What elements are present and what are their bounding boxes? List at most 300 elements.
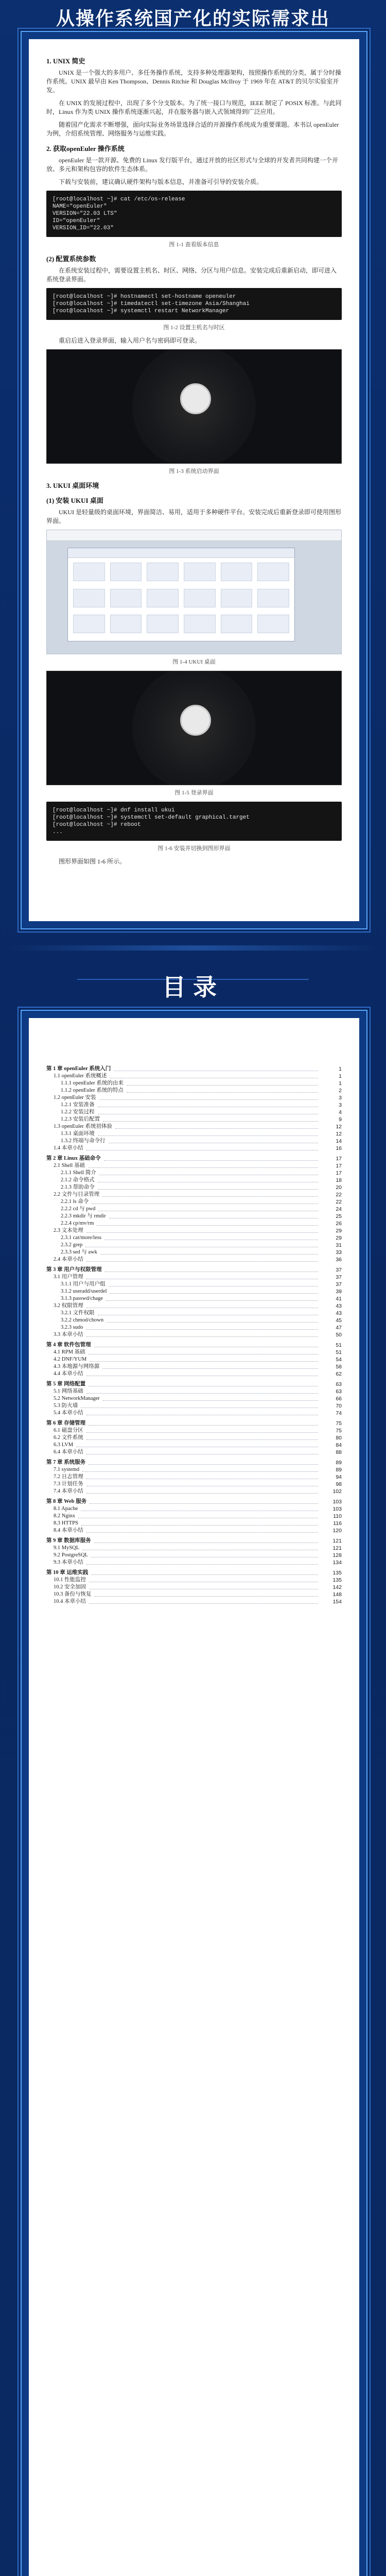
toc-entry — [46, 1109, 342, 1116]
toc-entry-title: 8.4 本章小结 — [54, 1528, 83, 1533]
toc-entry-title: 2.3.3 sed 与 awk — [61, 1249, 97, 1255]
toc-entry-title: 第 8 章 Web 服务 — [46, 1499, 87, 1504]
toc-entry — [46, 1123, 342, 1130]
toc-entry — [46, 1427, 342, 1434]
toc-title: 目录 — [162, 974, 224, 1001]
toc-entry-title: 3.2.3 sudo — [61, 1325, 83, 1330]
toc-entry — [46, 1498, 342, 1505]
boot-screen-image — [46, 671, 342, 785]
toc-page-number: 89 — [336, 1460, 342, 1466]
paragraph: UNIX 是一个强大的多用户、多任务操作系统，支持多种处理器架构，按照操作系统的分类，属于分时操作系统。UNIX 最早由 Ken Thompson、Dennis Ritchie 和 Douglas McIlroy 于 1969 年在 AT&T 的贝尔实验室开发。 — [46, 69, 341, 94]
terminal-line: ... — [52, 829, 63, 835]
toc-entry — [46, 1527, 342, 1534]
toc-entry-title: 第 4 章 软件包管理 — [46, 1342, 91, 1348]
paragraph: UKUI 是轻量级的桌面环境，界面简洁、易用，适用于多种硬件平台。安装完成后重新登录即可使用图形界面。 — [46, 509, 341, 524]
toc-entry-title: 第 1 章 openEuler 系统入门 — [46, 1066, 111, 1072]
toc-entry — [46, 1520, 342, 1527]
toc-entry — [46, 1434, 342, 1442]
toc-entry-title: 6.2 文件系统 — [54, 1435, 83, 1440]
toc-entry-title: 1.3 openEuler 系统初体验 — [54, 1124, 113, 1129]
toc-entry — [46, 1073, 342, 1080]
toc-page-number: 29 — [336, 1235, 342, 1241]
toc-page-number: 2 — [339, 1088, 342, 1094]
toc-dot-leader — [86, 1493, 318, 1494]
toc-page-number: 135 — [332, 1577, 342, 1583]
toc-entry-title: 9.2 PostgreSQL — [54, 1552, 89, 1558]
app-tile — [73, 563, 105, 581]
toc-entry-title: 2.3.1 cat/more/less — [61, 1235, 102, 1241]
toc-dot-leader — [97, 1225, 318, 1226]
toc-entry — [46, 1302, 342, 1310]
toc-page-number: 135 — [332, 1570, 342, 1576]
toc-entry — [46, 1234, 342, 1242]
figure-caption: 图 1-5 登录界面 — [174, 790, 214, 796]
toc-entry-title: 3.1.2 useradd/userdel — [61, 1289, 107, 1294]
toc-page-number: 26 — [336, 1221, 342, 1227]
toc-page-number: 89 — [336, 1467, 342, 1473]
toc-page-number: 94 — [336, 1474, 342, 1480]
terminal-line: VERSION_ID="22.03" — [52, 225, 114, 231]
app-tile — [110, 563, 142, 581]
toc-entry-title: 2.3.2 grep — [61, 1242, 83, 1248]
app-tile — [221, 563, 253, 581]
section-heading: 1. UNIX 简史 — [46, 57, 85, 65]
app-tile — [73, 615, 105, 633]
toc-dot-leader — [82, 1471, 318, 1472]
toc-dot-leader — [102, 1196, 318, 1197]
toc-entry-title: 7.2 日志管理 — [54, 1474, 83, 1480]
toc-entry-title: 5.1 网络基础 — [54, 1388, 83, 1394]
toc-entry-title: 8.3 HTTPS — [54, 1520, 78, 1526]
figure-caption: 图 1-6 安装并切换到图形界面 — [157, 845, 231, 852]
paragraph: 图形界面如图 1-6 所示。 — [59, 858, 126, 865]
toc-entry-title: 3.1.3 passwd/chage — [61, 1296, 103, 1301]
toc-dot-leader — [86, 1393, 318, 1394]
toc-page-number: 33 — [336, 1249, 342, 1256]
toc-entry-title: 1.1.1 openEuler 系统的由来 — [61, 1080, 124, 1086]
toc-entry-title: 4.2 DNF/YUM — [54, 1357, 87, 1362]
toc-entry-title: 3.2 权限管理 — [54, 1303, 83, 1309]
toc-entry — [46, 1155, 342, 1162]
toc-entry — [46, 1324, 342, 1331]
toc-entry-title: 4.3 本地源与网络源 — [54, 1364, 100, 1369]
toc-entry — [46, 1138, 342, 1145]
toc-dot-leader — [86, 1564, 318, 1565]
toc-dot-leader — [88, 1167, 318, 1168]
toc-entry — [46, 1220, 342, 1227]
app-tile — [257, 589, 289, 607]
app-tile — [110, 589, 142, 607]
app-tile — [257, 563, 289, 581]
toc-page-number: 134 — [332, 1560, 342, 1566]
toc-dot-leader — [90, 1361, 318, 1362]
toc-entry — [46, 1466, 342, 1473]
toc-entry — [46, 1213, 342, 1220]
toc-page-number: 22 — [336, 1199, 342, 1205]
toc-entry — [46, 1094, 342, 1101]
toc-page-number: 41 — [336, 1296, 342, 1302]
toc-entry — [46, 1449, 342, 1456]
toc-entry-title: 1.1 openEuler 系统概述 — [54, 1073, 107, 1079]
toc-card — [29, 1018, 359, 2576]
toc-page-number: 29 — [336, 1228, 342, 1234]
terminal-line: [root@localhost ~]# systemctl set-default graphical.target — [52, 815, 250, 821]
toc-entry-title: 5.4 本章小结 — [54, 1410, 83, 1416]
toc-entry — [46, 1249, 342, 1256]
section-heading: (2) 配置系统参数 — [46, 255, 96, 263]
toc-page-number: 75 — [336, 1420, 342, 1427]
toc-entry — [46, 1559, 342, 1566]
toc-page-number: 31 — [336, 1242, 342, 1248]
toc-entry — [46, 1591, 342, 1598]
toc-entry — [46, 1342, 342, 1349]
app-tile — [73, 589, 105, 607]
toc-entry-title: 10.3 备份与恢复 — [54, 1591, 92, 1597]
toc-page-number: 25 — [336, 1213, 342, 1219]
toc-entry-title: 2.1.3 帮助命令 — [61, 1184, 95, 1190]
toc-entry — [46, 1170, 342, 1177]
toc-entry-title: 第 9 章 数据库服务 — [46, 1538, 91, 1544]
terminal-line: VERSION="22.03 LTS" — [52, 211, 117, 217]
toc-entry-title: 3.2.1 文件权限 — [61, 1310, 95, 1316]
toc-dot-leader — [86, 1336, 318, 1337]
toc-entry-title: 3.3 本章小结 — [54, 1332, 83, 1337]
toc-entry — [46, 1191, 342, 1198]
terminal-block — [46, 191, 342, 237]
toc-page-number: 103 — [332, 1499, 342, 1505]
paragraph: 下载与安装前，建议确认硬件架构与版本信息，并准备可引导的安装介质。 — [59, 178, 263, 185]
toc-page-number: 12 — [336, 1124, 342, 1130]
toc-entry-title: 第 3 章 用户与权限管理 — [46, 1267, 102, 1273]
toc-entry — [46, 1184, 342, 1191]
toc-page-number: 121 — [332, 1538, 342, 1544]
toc-dot-leader — [86, 1329, 318, 1330]
toc-dot-leader — [100, 1254, 318, 1255]
toc-page-number: 43 — [336, 1310, 342, 1316]
toc-dot-leader — [127, 1092, 318, 1093]
toc-entry-title: 第 6 章 存储管理 — [46, 1420, 86, 1426]
toc-entry — [46, 1281, 342, 1288]
toc-entry — [46, 1206, 342, 1213]
top-banner-title: 从操作系统国产化的实际需求出 — [56, 8, 330, 29]
toc-entry — [46, 1356, 342, 1363]
toc-entry — [46, 1569, 342, 1577]
toc-page-number: 75 — [336, 1428, 342, 1434]
toc-dot-leader — [89, 1425, 318, 1426]
toc-dot-leader — [115, 1128, 318, 1129]
toc-entry — [46, 1349, 342, 1356]
toc-entry — [46, 1317, 342, 1324]
toc-dot-leader — [91, 1574, 318, 1575]
toc-page-number: 37 — [336, 1267, 342, 1273]
toc-entry-title: 4.4 本章小结 — [54, 1371, 83, 1377]
toc-entry — [46, 1481, 342, 1488]
app-tile — [147, 589, 179, 607]
window-titlebar — [68, 548, 294, 558]
os-logo-icon — [180, 705, 211, 736]
toc-entry — [46, 1381, 342, 1388]
toc-page-number: 103 — [332, 1506, 342, 1512]
toc-page-number: 110 — [333, 1513, 342, 1519]
toc-page-number: 22 — [336, 1192, 342, 1198]
toc-entry-title: 2.2.3 mkdir 与 rmdir — [61, 1213, 106, 1219]
toc-page-number: 120 — [332, 1528, 342, 1534]
document-frame — [21, 31, 367, 929]
top-banner — [0, 0, 386, 31]
os-logo-icon — [180, 383, 211, 414]
boot-screen-image — [46, 349, 342, 464]
toc-page-number: 98 — [336, 1481, 342, 1487]
app-tile — [147, 615, 179, 633]
toc-dot-leader — [89, 1464, 318, 1465]
toc-dot-leader — [86, 1532, 318, 1533]
toc-entry-title: 10.2 安全加固 — [54, 1584, 86, 1590]
toc-page-number: 14 — [336, 1138, 342, 1144]
toc-page-number: 148 — [332, 1591, 342, 1598]
toc-dot-leader — [103, 1400, 318, 1401]
toc-page-number: 20 — [336, 1184, 342, 1191]
app-tile — [221, 615, 253, 633]
toc-entry-title: 3.1.1 用户与用户组 — [61, 1281, 106, 1287]
terminal-line: [root@localhost ~]# timedatectl set-timezone Asia/Shanghai — [52, 301, 250, 307]
toc-dot-leader — [95, 1596, 319, 1597]
toc-entry — [46, 1130, 342, 1138]
toc-entry-title: 2.1 Shell 基础 — [54, 1163, 85, 1168]
toc-page-number: 37 — [336, 1281, 342, 1287]
app-tile — [184, 563, 216, 581]
toc-page-number: 63 — [336, 1381, 342, 1387]
toc-entry-title: 2.2.1 ls 命令 — [61, 1199, 89, 1205]
toc-entry-title: 1.2.1 安装准备 — [61, 1102, 95, 1108]
toc-entry-title: 2.4 本章小结 — [54, 1257, 83, 1262]
toc-entry — [46, 1513, 342, 1520]
toc-entry-title: 5.2 NetworkManager — [54, 1396, 100, 1401]
app-tile — [147, 563, 179, 581]
toc-entry — [46, 1177, 342, 1184]
toc-page-number: 37 — [336, 1274, 342, 1280]
toc-entry — [46, 1242, 342, 1249]
toc-header — [0, 963, 386, 999]
figure-caption: 图 1-2 设置主机名与时区 — [163, 325, 225, 331]
toc-page-number: 17 — [336, 1170, 342, 1176]
toc-page-number: 9 — [339, 1116, 342, 1123]
toc-entry — [46, 1266, 342, 1274]
toc-entry — [46, 1442, 342, 1449]
toc-entry-title: 5.3 防火墙 — [54, 1403, 78, 1409]
toc-dot-leader — [86, 1261, 318, 1262]
toc-dot-leader — [110, 1293, 318, 1294]
toc-page-number: 3 — [339, 1095, 342, 1101]
toc-dot-leader — [86, 1439, 318, 1440]
toc-entry — [46, 1370, 342, 1378]
toc-dot-leader — [86, 1432, 318, 1433]
terminal-line: NAME="openEuler" — [52, 204, 107, 210]
desktop-top-bar — [47, 530, 341, 541]
app-tile — [110, 615, 142, 633]
figure-caption: 图 1-4 UKUI 桌面 — [172, 659, 216, 665]
toc-entry-title: 2.1.1 Shell 简介 — [61, 1170, 96, 1176]
app-window — [67, 548, 295, 641]
toc-page-number: 17 — [336, 1156, 342, 1162]
toc-entry-title: 10.1 性能监控 — [54, 1577, 86, 1583]
decorative-divider — [9, 945, 377, 951]
toc-page-number: 4 — [339, 1109, 342, 1115]
toc-entry — [46, 1388, 342, 1395]
toc-entry — [46, 1310, 342, 1317]
toc-entry — [46, 1363, 342, 1370]
toc-page-number: 51 — [336, 1342, 342, 1348]
toc-page-number: 1 — [339, 1073, 342, 1079]
toc-entry — [46, 1331, 342, 1338]
toc-entry-title: 2.1.2 命令格式 — [61, 1177, 95, 1183]
toc-frame — [21, 1010, 367, 2576]
toc-entry-title: 1.3.1 桌面环境 — [61, 1131, 95, 1137]
toc-entry — [46, 1101, 342, 1109]
section-heading: 2. 获取openEuler 操作系统 — [46, 145, 125, 152]
toc-entry — [46, 1459, 342, 1466]
toc-entry-title: 2.2.2 cd 与 pwd — [61, 1206, 96, 1212]
toc-page-number: 51 — [336, 1349, 342, 1355]
toc-entry — [46, 1545, 342, 1552]
toc-entry — [46, 1537, 342, 1545]
toc-entry — [46, 1395, 342, 1402]
terminal-line: ID="openEuler" — [52, 218, 100, 224]
toc-page-number: 128 — [332, 1552, 342, 1558]
toc-entry-title: 2.2.4 cp/mv/rm — [61, 1221, 94, 1226]
toc-entry-title: 1.2.2 安装过程 — [61, 1109, 95, 1115]
terminal-line: [root@localhost ~]# hostnamectl set-hostname openeuler — [52, 294, 236, 300]
toc-entry — [46, 1505, 342, 1513]
toc-page-number: 12 — [336, 1131, 342, 1137]
desktop-screenshot — [46, 530, 342, 654]
toc-dot-leader — [104, 1160, 318, 1161]
toc-dot-leader — [89, 1603, 318, 1604]
toc-entry — [46, 1198, 342, 1206]
section-heading: (1) 安装 UKUI 桌面 — [46, 497, 103, 504]
terminal-line: [root@localhost ~]# systemctl restart NetworkManager — [52, 308, 230, 314]
app-tile — [184, 615, 216, 633]
toc-page-number: 154 — [332, 1599, 342, 1605]
toc-page-number: 102 — [332, 1488, 342, 1495]
toc-page-number: 43 — [336, 1303, 342, 1309]
toc-list — [46, 1065, 342, 1605]
toc-entry-title: 6.1 磁盘分区 — [54, 1428, 83, 1433]
paragraph: 在 UNIX 的发展过程中，出现了多个分支版本。为了统一接口与规范，IEEE 制定了 POSIX 标准。与此同时，Linux 作为类 UNIX 操作系统逐渐兴起，并在服务器与嵌入式领域得到广泛应用。 — [46, 99, 342, 115]
toc-entry — [46, 1288, 342, 1295]
toc-entry-title: 2.3 文本处理 — [54, 1228, 83, 1233]
toc-page-number: 80 — [336, 1435, 342, 1441]
app-grid — [73, 563, 289, 636]
toc-entry — [46, 1473, 342, 1481]
toc-entry-title: 7.3 计划任务 — [54, 1481, 83, 1487]
toc-page-number: 116 — [333, 1520, 342, 1527]
figure-caption: 图 1-3 系统启动界面 — [169, 468, 219, 474]
toc-entry — [46, 1410, 342, 1417]
toc-page-number: 88 — [336, 1449, 342, 1455]
section-heading: 3. UKUI 桌面环境 — [46, 482, 99, 489]
app-tile — [221, 589, 253, 607]
toc-entry — [46, 1116, 342, 1123]
toc-entry — [46, 1227, 342, 1234]
toc-entry-title: 9.3 本章小结 — [54, 1560, 83, 1565]
toc-entry-title: 7.1 systemd — [54, 1467, 80, 1472]
toc-entry — [46, 1402, 342, 1410]
toc-entry-title: 1.1.2 openEuler 系统的特点 — [61, 1088, 124, 1093]
terminal-block — [46, 802, 342, 841]
toc-entry-title: 1.2.3 安装后配置 — [61, 1116, 100, 1122]
toc-entry-title: 1.3.2 终端与命令行 — [61, 1138, 106, 1144]
toc-entry — [46, 1162, 342, 1170]
toc-entry — [46, 1488, 342, 1495]
document-content — [46, 50, 342, 870]
toc-page-number: 84 — [336, 1442, 342, 1448]
toc-page-number: 47 — [336, 1325, 342, 1331]
toc-entry — [46, 1598, 342, 1605]
toc-entry — [46, 1145, 342, 1152]
toc-page-number: 1 — [339, 1066, 342, 1072]
toc-entry — [46, 1065, 342, 1073]
toc-page-number: 62 — [336, 1371, 342, 1377]
toc-entry-title: 3.1 用户管理 — [54, 1274, 83, 1280]
toc-page-number: 70 — [336, 1403, 342, 1409]
toc-entry-title: 2.2 文件与目录管理 — [54, 1192, 100, 1197]
toc-entry — [46, 1552, 342, 1559]
toc-dot-leader — [86, 1232, 318, 1233]
document-card — [29, 39, 359, 921]
toc-entry — [46, 1420, 342, 1427]
toc-dot-leader — [103, 1121, 318, 1122]
toc-page-number: 63 — [336, 1388, 342, 1395]
toc-entry — [46, 1577, 342, 1584]
toc-entry-title: 第 10 章 运维实践 — [46, 1570, 89, 1575]
toc-dot-leader — [98, 1189, 318, 1190]
toc-entry-title: 第 7 章 系统服务 — [46, 1460, 86, 1465]
toc-page-number: 66 — [336, 1396, 342, 1402]
toc-entry-title: 8.1 Apache — [54, 1506, 78, 1512]
toc-entry — [46, 1274, 342, 1281]
toc-page-number: 74 — [336, 1410, 342, 1416]
toc-entry-title: 第 2 章 Linux 基础命令 — [46, 1156, 101, 1161]
toc-entry-title: 第 5 章 网络配置 — [46, 1381, 86, 1387]
toc-dot-leader — [99, 1099, 318, 1100]
terminal-line: [root@localhost ~]# dnf install ukui — [52, 807, 175, 814]
paragraph: 重启后进入登录界面，输入用户名与密码即可登录。 — [59, 337, 201, 344]
toc-page-number: 39 — [336, 1289, 342, 1295]
toc-dot-leader — [90, 1503, 318, 1504]
toc-entry-title: 7.4 本章小结 — [54, 1488, 83, 1494]
toc-entry-title: 6.4 本章小结 — [54, 1449, 83, 1455]
toc-entry — [46, 1584, 342, 1591]
paragraph: 在系统安装过程中，需要设置主机名、时区、网络、分区与用户信息。安装完成后重新启动，即可进入系统登录界面。 — [46, 267, 337, 283]
toc-page-number: 16 — [336, 1145, 342, 1151]
toc-page-number: 50 — [336, 1332, 342, 1338]
terminal-block — [46, 288, 342, 320]
toc-entry-title: 8.2 Nginx — [54, 1513, 75, 1519]
toc-page-number: 1 — [339, 1080, 342, 1087]
paragraph: 随着国产化需求不断增强，面向实际业务场景选择合适的开源操作系统成为重要课题。本书以 openEuler 为例，介绍系统管理、网络服务与运维实践。 — [46, 121, 339, 137]
toc-entry — [46, 1295, 342, 1302]
toc-entry-title: 6.3 LVM — [54, 1442, 74, 1448]
toc-entry-title: 4.1 RPM 基础 — [54, 1349, 85, 1355]
terminal-line: [root@localhost ~]# cat /etc/os-release — [52, 196, 185, 202]
toc-page-number: 36 — [336, 1257, 342, 1263]
toc-page-number: 45 — [336, 1317, 342, 1324]
paragraph: openEuler 是一款开源、免费的 Linux 发行版平台，通过开放的社区形式与全球的开发者共同构建一个开放、多元和架构包容的软件生态体系。 — [46, 157, 338, 173]
toc-entry-title: 1.4 本章小结 — [54, 1145, 83, 1151]
terminal-line: [root@localhost ~]# reboot — [52, 822, 141, 828]
toc-page-number: 58 — [336, 1364, 342, 1370]
toc-dot-leader — [81, 1525, 318, 1526]
